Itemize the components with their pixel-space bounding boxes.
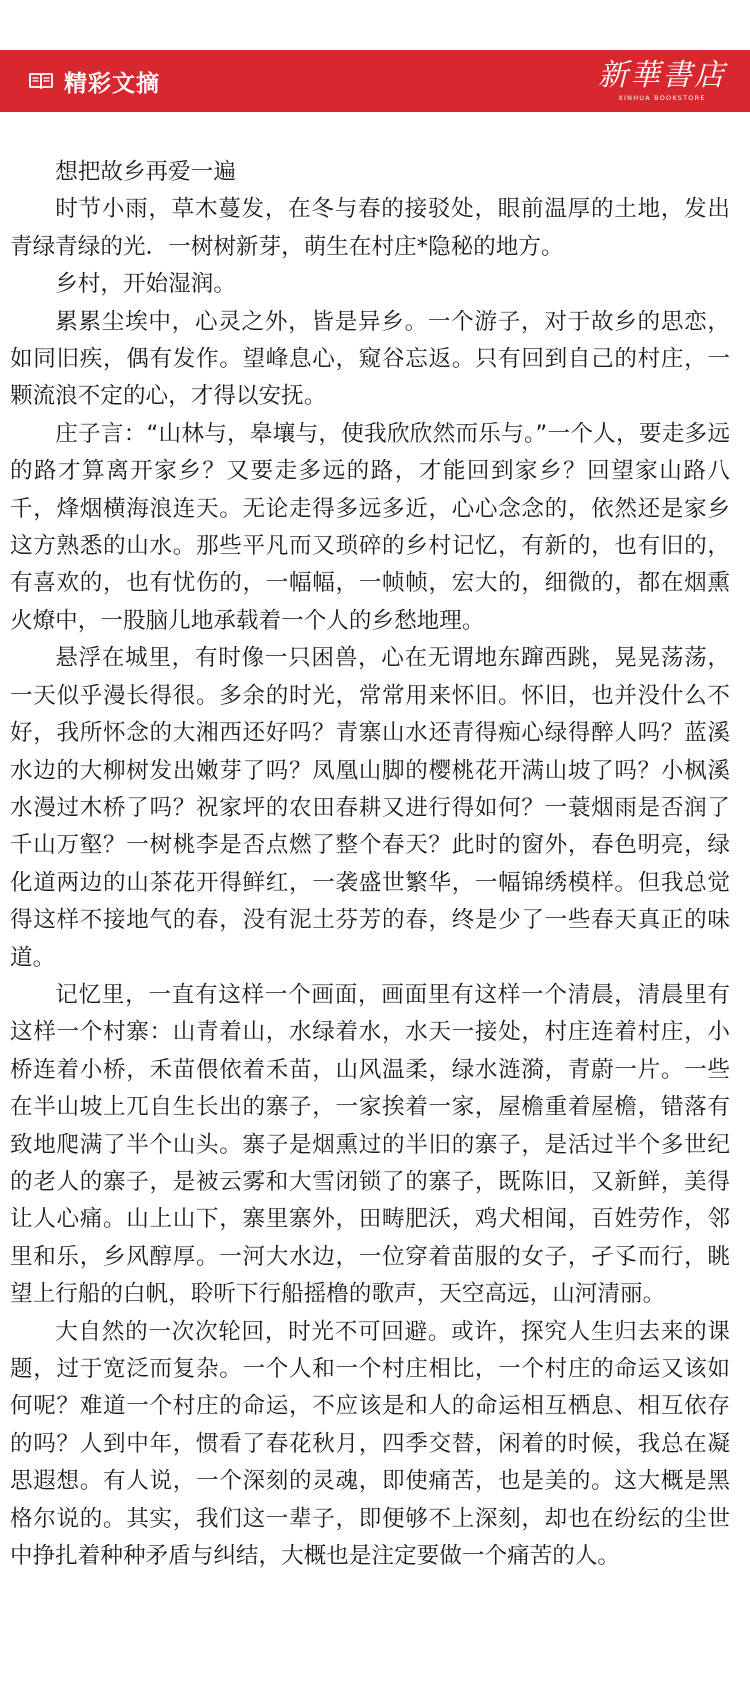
article-paragraph: 乡村，开始湿润。 bbox=[55, 271, 236, 298]
article-paragraph: 记忆里，一直有这样一个画面，画面里有这样一个清晨，清晨里有这样一个村寨：山青着山，水绿着水，水天一接处，村庄连着村庄，小桥连着小桥，禾苗偎依着禾苗，山风温柔，绿水涟漪，青蔚一片。一些在半山坡上兀自生长出的寨子，一家挨着一家，屋檐重着屋檐，错落有致地爬满了半个山头。寨子是烟熏过的半旧的寨子，是活过半个多世纪的老人的寨子，是被云雾和大雪闭锁了的寨子，既陈旧，又新鲜，美得让人心痛。山上山下，寨里寨外，田畴肥沃，鸡犬相闻，百姓劳作，邻里和乐，乡风醇厚。一河大水边，一位穿着苗服的女子，孑孓而行，眺望上行船的白帆，聆听下行船摇橹的歌声，天空高远，山河清丽。 bbox=[10, 981, 730, 1308]
xinhua-bookstore-logo bbox=[598, 60, 726, 102]
logo-english-text: XINHUA BOOKSTORE bbox=[618, 94, 706, 102]
article-title: 想把故乡再爱一遍 bbox=[55, 159, 236, 185]
header-title: 精彩文摘 bbox=[64, 70, 160, 97]
article-paragraph: 累累尘埃中，心灵之外，皆是异乡。一个游子，对于故乡的思恋，如同旧疾，偶有发作。望峰息心，窥谷忘返。只有回到自己的村庄，一颗流浪不定的心，才得以安抚。 bbox=[10, 308, 730, 410]
article-paragraph: 庄子言：“山林与，皋壤与，使我欣欣然而乐与。”一个人，要走多远的路才算离开家乡？又要走多远的路，才能回到家乡？回望家山路八千，烽烟横海浪连天。无论走得多远多近，心心念念的，依然还是家乡这方熟悉的山水。那些平凡而又琐碎的乡村记忆，有新的，也有旧的，有喜欢的，也有忧伤的，一幅幅，一帧帧，宏大的，细微的，都在烟熏火燎中，一股脑儿地承载着一个人的乡愁地理。 bbox=[10, 420, 730, 634]
open-book-icon bbox=[28, 71, 54, 91]
logo-chinese-text: 新華書店 bbox=[598, 58, 726, 93]
section-header bbox=[0, 50, 750, 112]
top-spacer bbox=[0, 0, 750, 50]
header-left bbox=[28, 65, 160, 98]
article-body bbox=[0, 112, 750, 1575]
article-paragraph: 大自然的一次次轮回，时光不可回避。或许，探究人生归去来的课题，过于宽泛而复杂。一个人和一个村庄相比，一个村庄的命运又该如何呢？难道一个村庄的命运，不应该是和人的命运相互栖息、相互依存的吗？人到中年，惯看了春花秋月，四季交替，闲着的时候，我总在凝思遐想。有人说，一个深刻的灵魂，即使痛苦，也是美的。这大概是黑格尔说的。其实，我们这一辈子，即便够不上深刻，却也在纷纭的尘世中挣扎着种种矛盾与纠结，大概也是注定要做一个痛苦的人。 bbox=[10, 1318, 730, 1570]
article-paragraph: 悬浮在城里，有时像一只困兽，心在无谓地东蹿西跳，晃晃荡荡，一天似乎漫长得很。多余的时光，常常用来怀旧。怀旧，也并没什么不好，我所怀念的大湘西还好吗？青寨山水还青得痴心绿得醉人吗？蓝溪水边的大柳树发出嫩芽了吗？凤凰山脚的樱桃花开满山坡了吗？小枫溪水漫过木桥了吗？祝家坪的农田春耕又进行得如何？一蓑烟雨是否润了千山万壑？一树桃李是否点燃了整个春天？此时的窗外，春色明亮，绿化道两边的山茶花开得鲜红，一袭盛世繁华，一幅锦绣模样。但我总觉得这样不接地气的春，没有泥土芬芳的春，终是少了一些春天真正的味道。 bbox=[10, 645, 730, 971]
article-paragraph: 时节小雨，草木蔓发，在冬与春的接驳处，眼前温厚的土地，发出青绿青绿的光．一树树新芽，萌生在村庄*隐秘的地方。 bbox=[10, 196, 730, 260]
